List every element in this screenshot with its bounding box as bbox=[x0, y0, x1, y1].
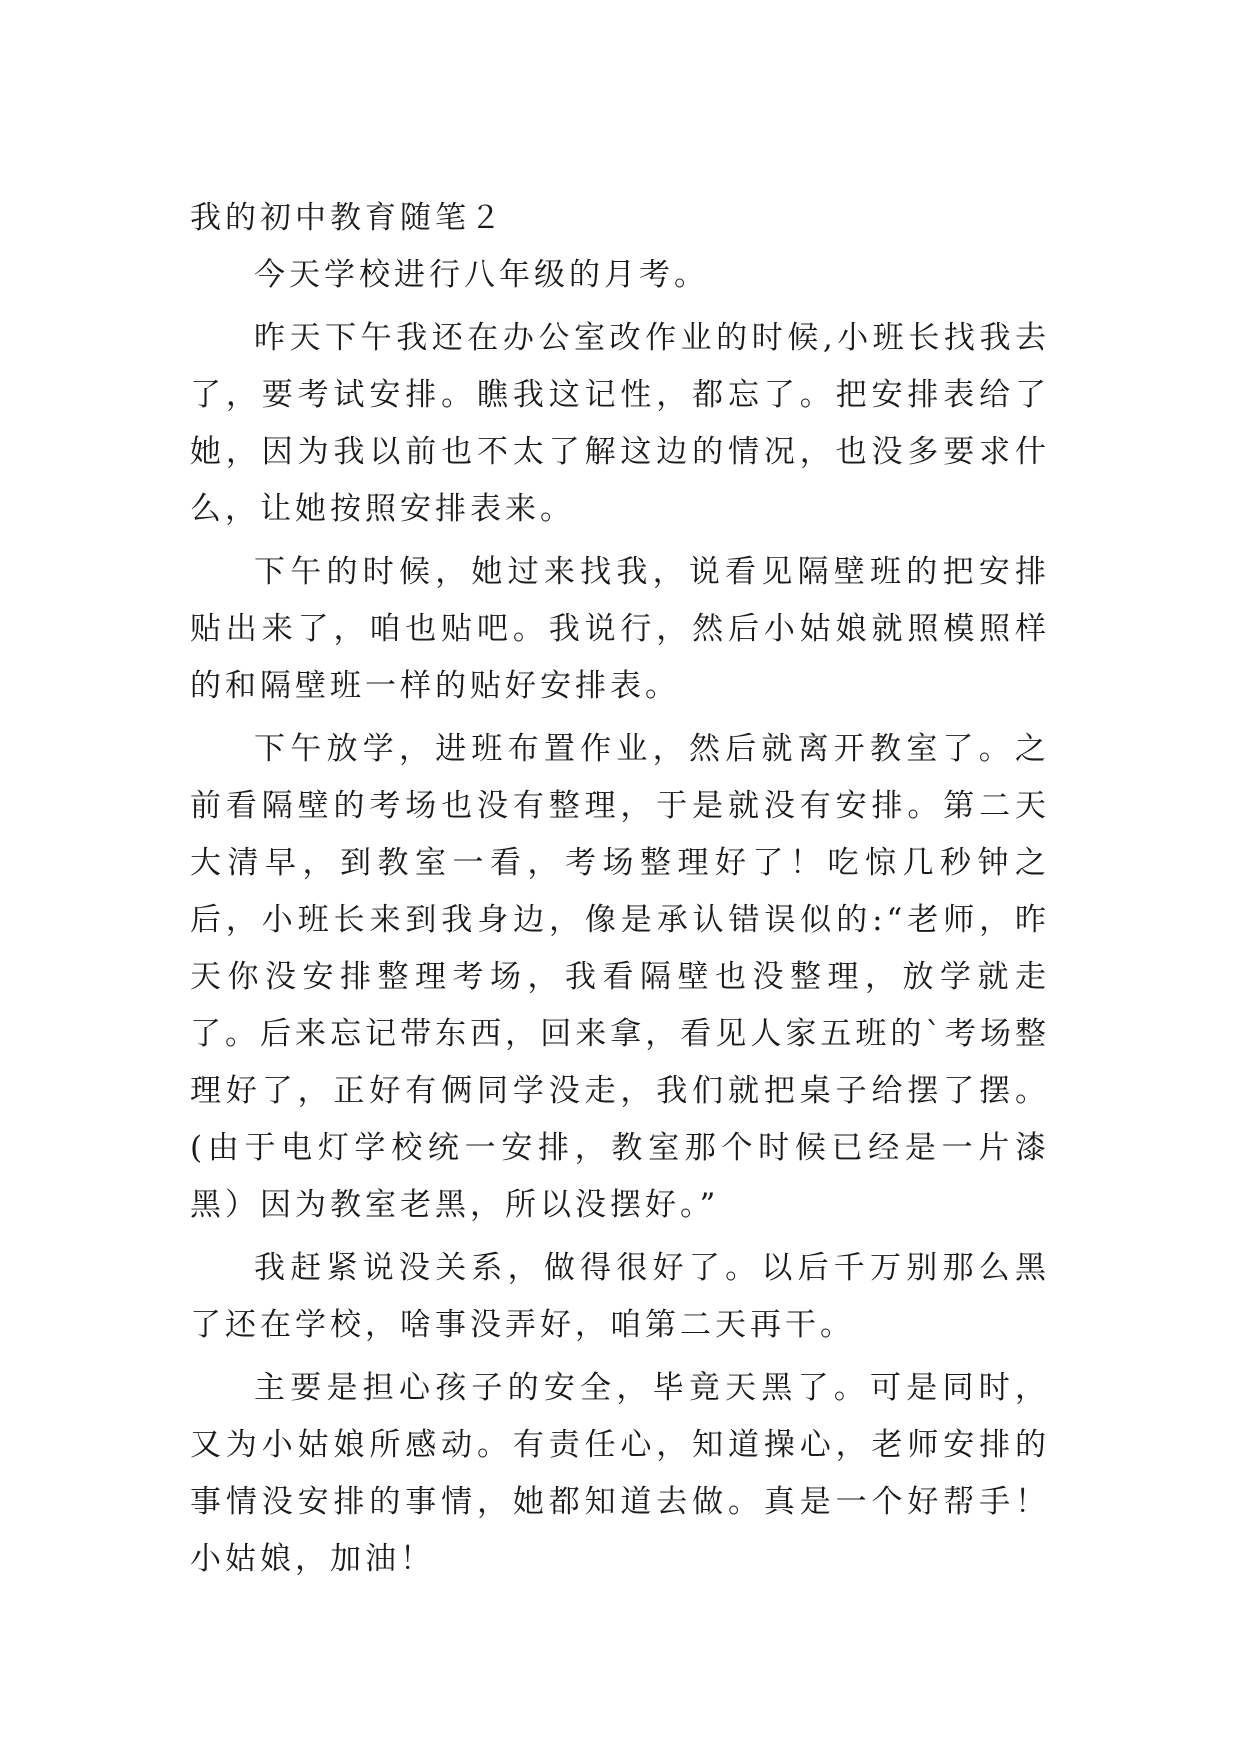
paragraph-5: 我赶紧说没关系，做得很好了。以后千万别那么黑了还在学校，啥事没弄好，咱第二天再干。 bbox=[190, 1250, 1050, 1343]
document-title: 我的初中教育随笔２ bbox=[190, 200, 505, 236]
paragraph-4: 下午放学，进班布置作业，然后就离开教室了。之前看隔壁的考场也没有整理，于是就没有安排。第二天大清早，到教室一看，考场整理好了！吃惊几秒钟之后，小班长来到我身边，像是承认错误似的:“老师，昨天你没安排整理考场，我看隔壁也没整理，放学就走了。后来忘记带东西，回来拿，看见人家五班的`考场整理好了，正好有俩同学没走，我们就把桌子给摆了摆。(由于电灯学校统一安排，教室那个时候已经是一片漆黑）因为教室老黑，所以没摆好。” bbox=[190, 731, 1050, 1223]
paragraph-1: 今天学校进行八年级的月考。 bbox=[254, 257, 709, 293]
paragraph-6: 主要是担心孩子的安全，毕竟天黑了。可是同时，又为小姑娘所感动。有责任心，知道操心，老师安排的事情没安排的事情，她都知道去做。真是一个好帮手！小姑娘，加油！ bbox=[190, 1370, 1050, 1577]
document-body bbox=[190, 190, 1050, 1588]
paragraph-2: 昨天下午我还在办公室改作业的时候,小班长找我去了，要考试安排。瞧我这记性，都忘了。把安排表给了她，因为我以前也不太了解这边的情况，也没多要求什么，让她按照安排表来。 bbox=[190, 320, 1050, 527]
paragraph-3: 下午的时候，她过来找我，说看见隔壁班的把安排贴出来了，咱也贴吧。我说行，然后小姑娘就照模照样的和隔壁班一样的贴好安排表。 bbox=[190, 554, 1050, 704]
